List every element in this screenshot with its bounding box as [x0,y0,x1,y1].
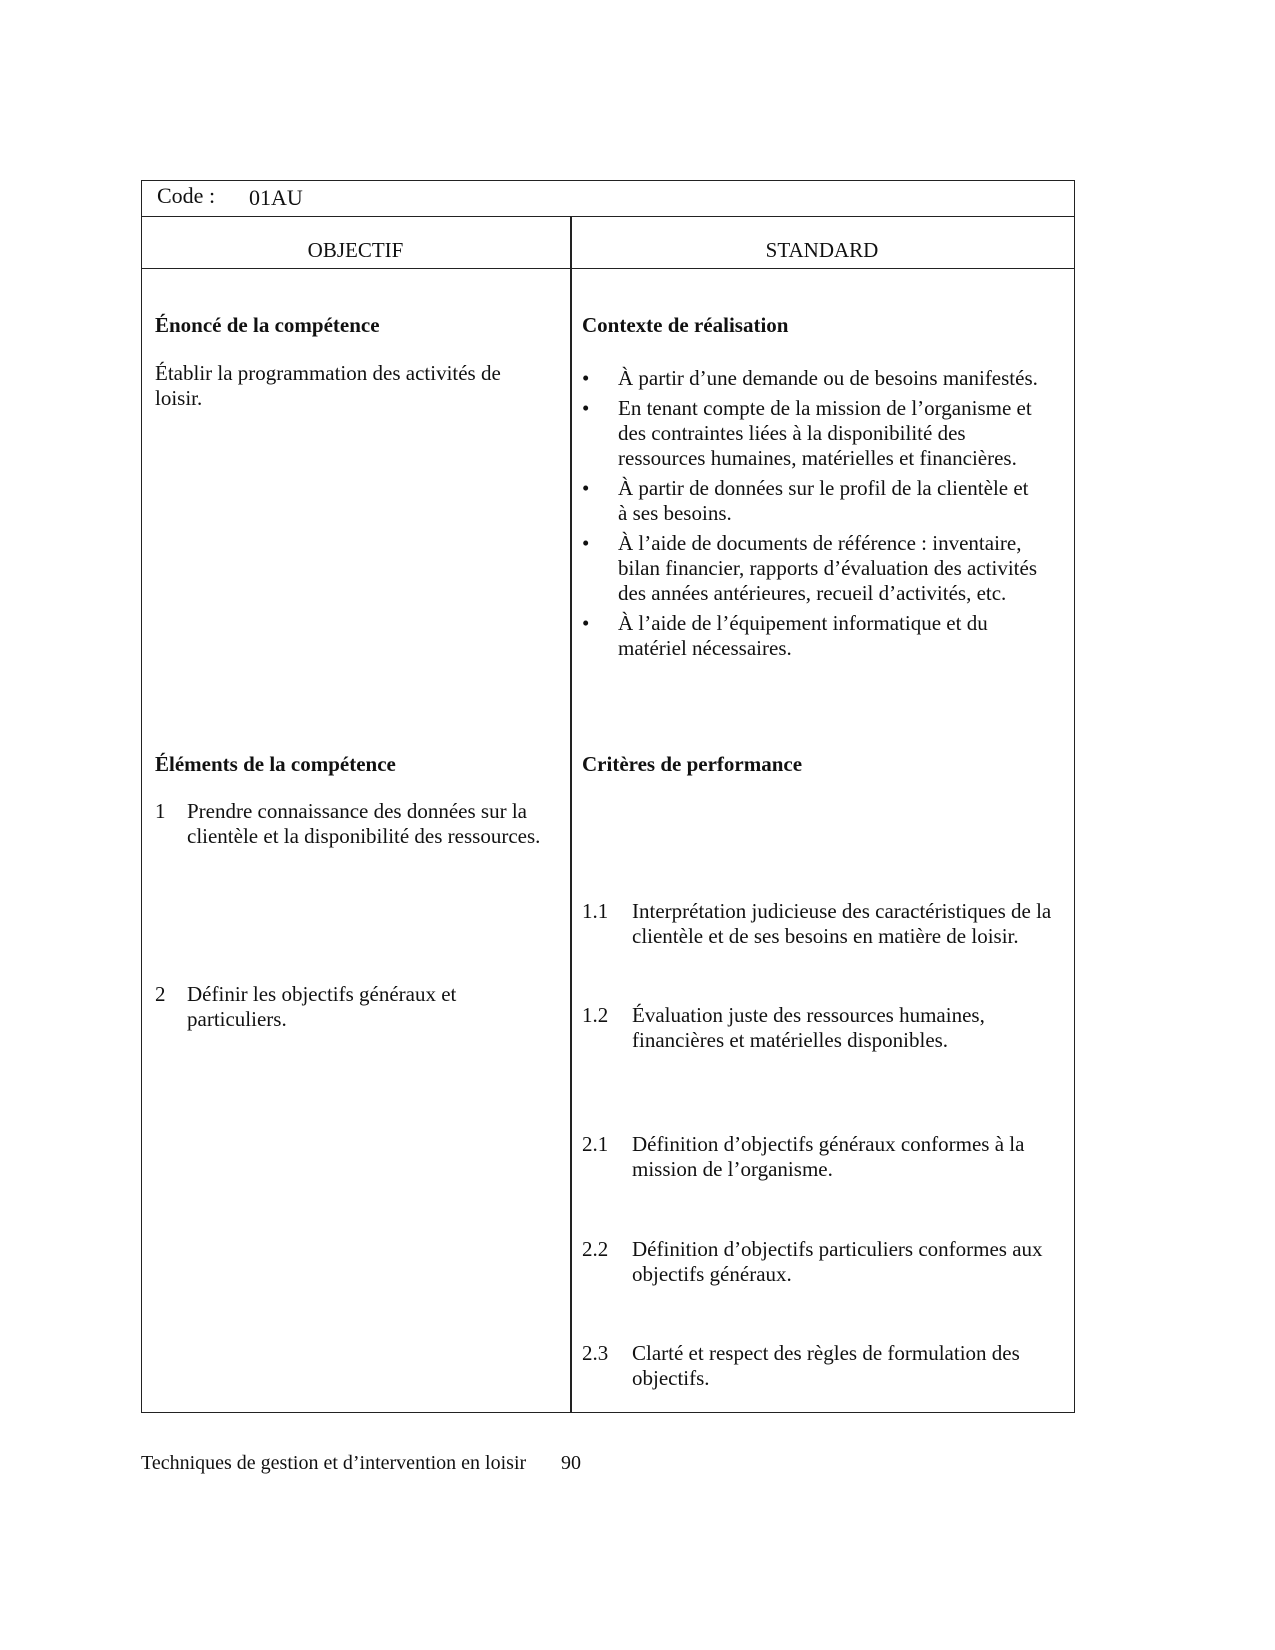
code-value: 01AU [249,185,303,210]
enonce-text: Établir la programmation des activités de loisir. [155,361,501,410]
header-objectif: OBJECTIF [307,238,404,262]
code-label: Code : [157,183,216,208]
critere-item: 2.1 Définition d’objectifs généraux conformes à la mission de l’organisme. [582,1132,1025,1181]
page-number: 90 [561,1452,581,1474]
footer-title: Techniques de gestion et d’intervention en loisir [141,1452,527,1474]
enonce-title: Énoncé de la compétence [155,313,380,337]
column-divider [570,216,572,1412]
divider [141,268,1074,269]
critere-item: 2.2 Définition d’objectifs particuliers conformes aux objectifs généraux. [582,1237,1043,1286]
critere-item: 1.2 Évaluation juste des ressources humaines, financières et matérielles disponibles. [582,1003,985,1052]
element-item: 2 Définir les objectifs généraux et particuliers. [155,982,457,1031]
critere-item: 2.3 Clarté et respect des règles de formulation des objectifs. [582,1341,1020,1390]
elements-title: Éléments de la compétence [155,752,396,776]
list-item: • À partir de données sur le profil de la clientèle et à ses besoins. [582,476,1029,525]
list-item: • En tenant compte de la mission de l’organisme et des contraintes liées à la disponibilité des ressources humaines, matérielles et financières. [582,396,1032,470]
header-standard: STANDARD [765,238,879,262]
list-item: • À l’aide de documents de référence : inventaire, bilan financier, rapports d’évaluation des activités des années antérieures, recueil d’activités, etc. [582,531,1038,605]
list-item: • À l’aide de l’équipement informatique et du matériel nécessaires. [582,611,988,660]
contexte-title: Contexte de réalisation [582,313,789,337]
contexte-list [582,366,1042,661]
divider [141,216,1074,217]
criteres-title: Critères de performance [582,752,803,776]
critere-item: 1.1 Interprétation judicieuse des caractéristiques de la clientèle et de ses besoins en matière de loisir. [582,899,1052,948]
list-item: • À partir d’une demande ou de besoins manifestés. [582,366,1038,390]
element-item: 1 Prendre connaissance des données sur la clientèle et la disponibilité des ressources. [155,799,541,848]
